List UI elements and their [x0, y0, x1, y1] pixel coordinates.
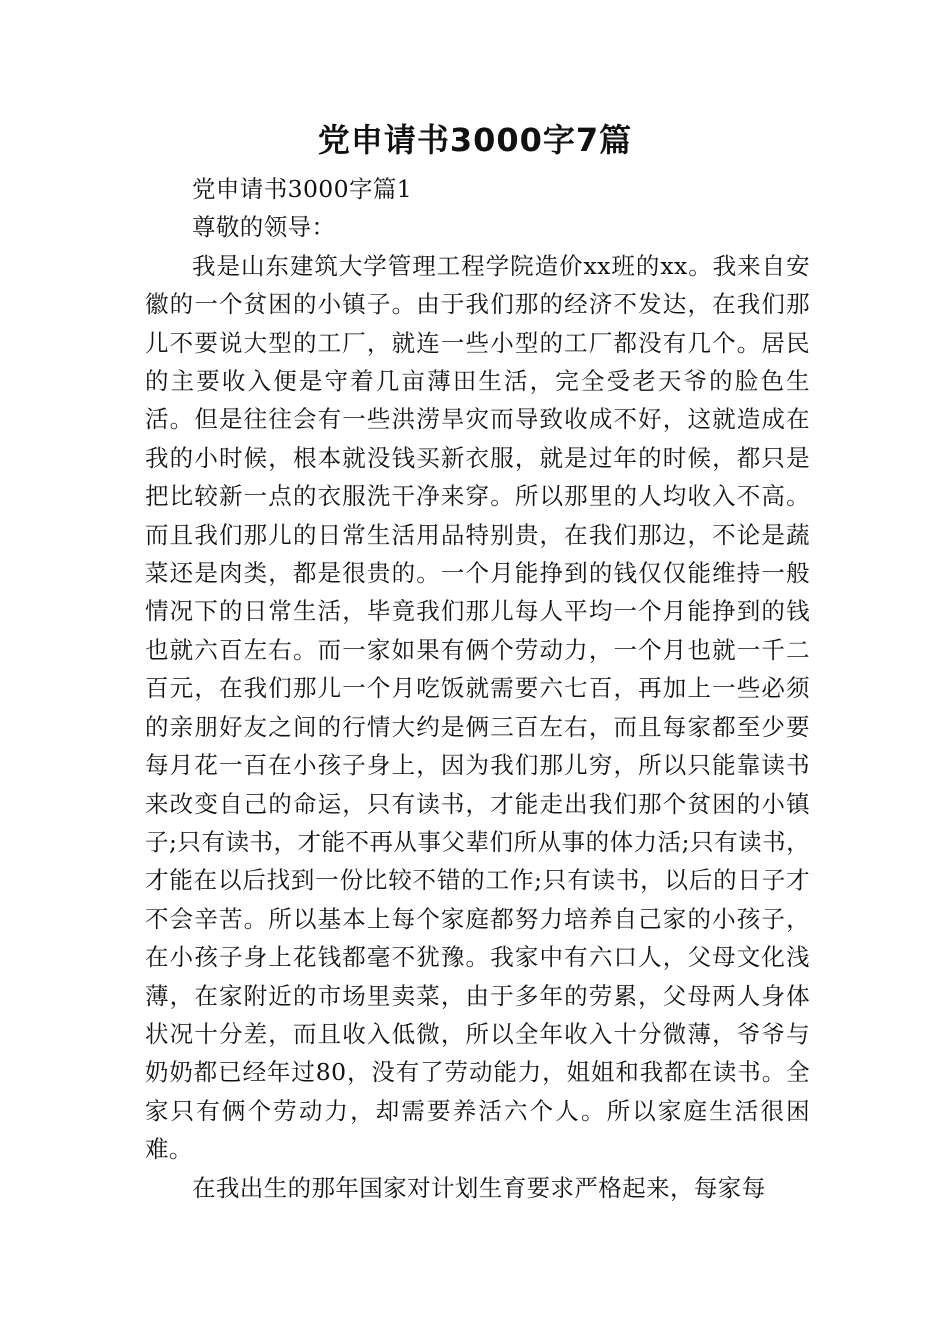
- body-paragraph: 我是山东建筑大学管理工程学院造价xx班的xx。我来自安徽的一个贫困的小镇子。由于我们那的经济不发达，在我们那儿不要说大型的工厂，就连一些小型的工厂都没有几个。居民的主要收入便是守着几亩薄田生活，完全受老天爷的脸色生活。但是往往会有一些洪涝旱灾而导致收成不好，这就造成在我的小时候，根本就没钱买新衣服，就是过年的时候，都只是把比较新一点的衣服洗干净来穿。所以那里的人均收入不高。而且我们那儿的日常生活用品特别贵，在我们那边，不论是蔬菜还是肉类，都是很贵的。一个月能挣到的钱仅仅能维持一般情况下的日常生活，毕竟我们那儿每人平均一个月能挣到的钱也就六百左右。而一家如果有俩个劳动力，一个月也就一千二百元，在我们那儿一个月吃饭就需要六七百，再加上一些必须的亲朋好友之间的行情大约是俩三百左右，而且每家都至少要每月花一百在小孩子身上，因为我们那儿穷，所以只能靠读书来改变自己的命运，只有读书，才能走出我们那个贫困的小镇子;只有读书，才能不再从事父辈们所从事的体力活;只有读书，才能在以后找到一份比较不错的工作;只有读书，以后的日子才不会辛苦。所以基本上每个家庭都努力培养自己家的小孩子，在小孩子身上花钱都毫不犹豫。我家中有六口人，父母文化浅薄，在家附近的市场里卖菜，由于多年的劳累，父母两人身体状况十分差，而且收入低微，所以全年收入十分微薄，爷爷与奶奶都已经年过80，没有了劳动能力，姐姐和我都在读书。全家只有俩个劳动力，却需要养活六个人。所以家庭生活很困难。: [145, 251, 810, 1164]
- salutation: 尊敬的领导：: [192, 213, 336, 242]
- body-paragraph: 在我出生的那年国家对计划生育要求严格起来，每家每: [192, 1173, 766, 1202]
- section-heading: 党申请书3000字篇1: [192, 175, 413, 203]
- document-title: 党申请书3000字7篇: [317, 121, 633, 159]
- document-body: [145, 170, 810, 1207]
